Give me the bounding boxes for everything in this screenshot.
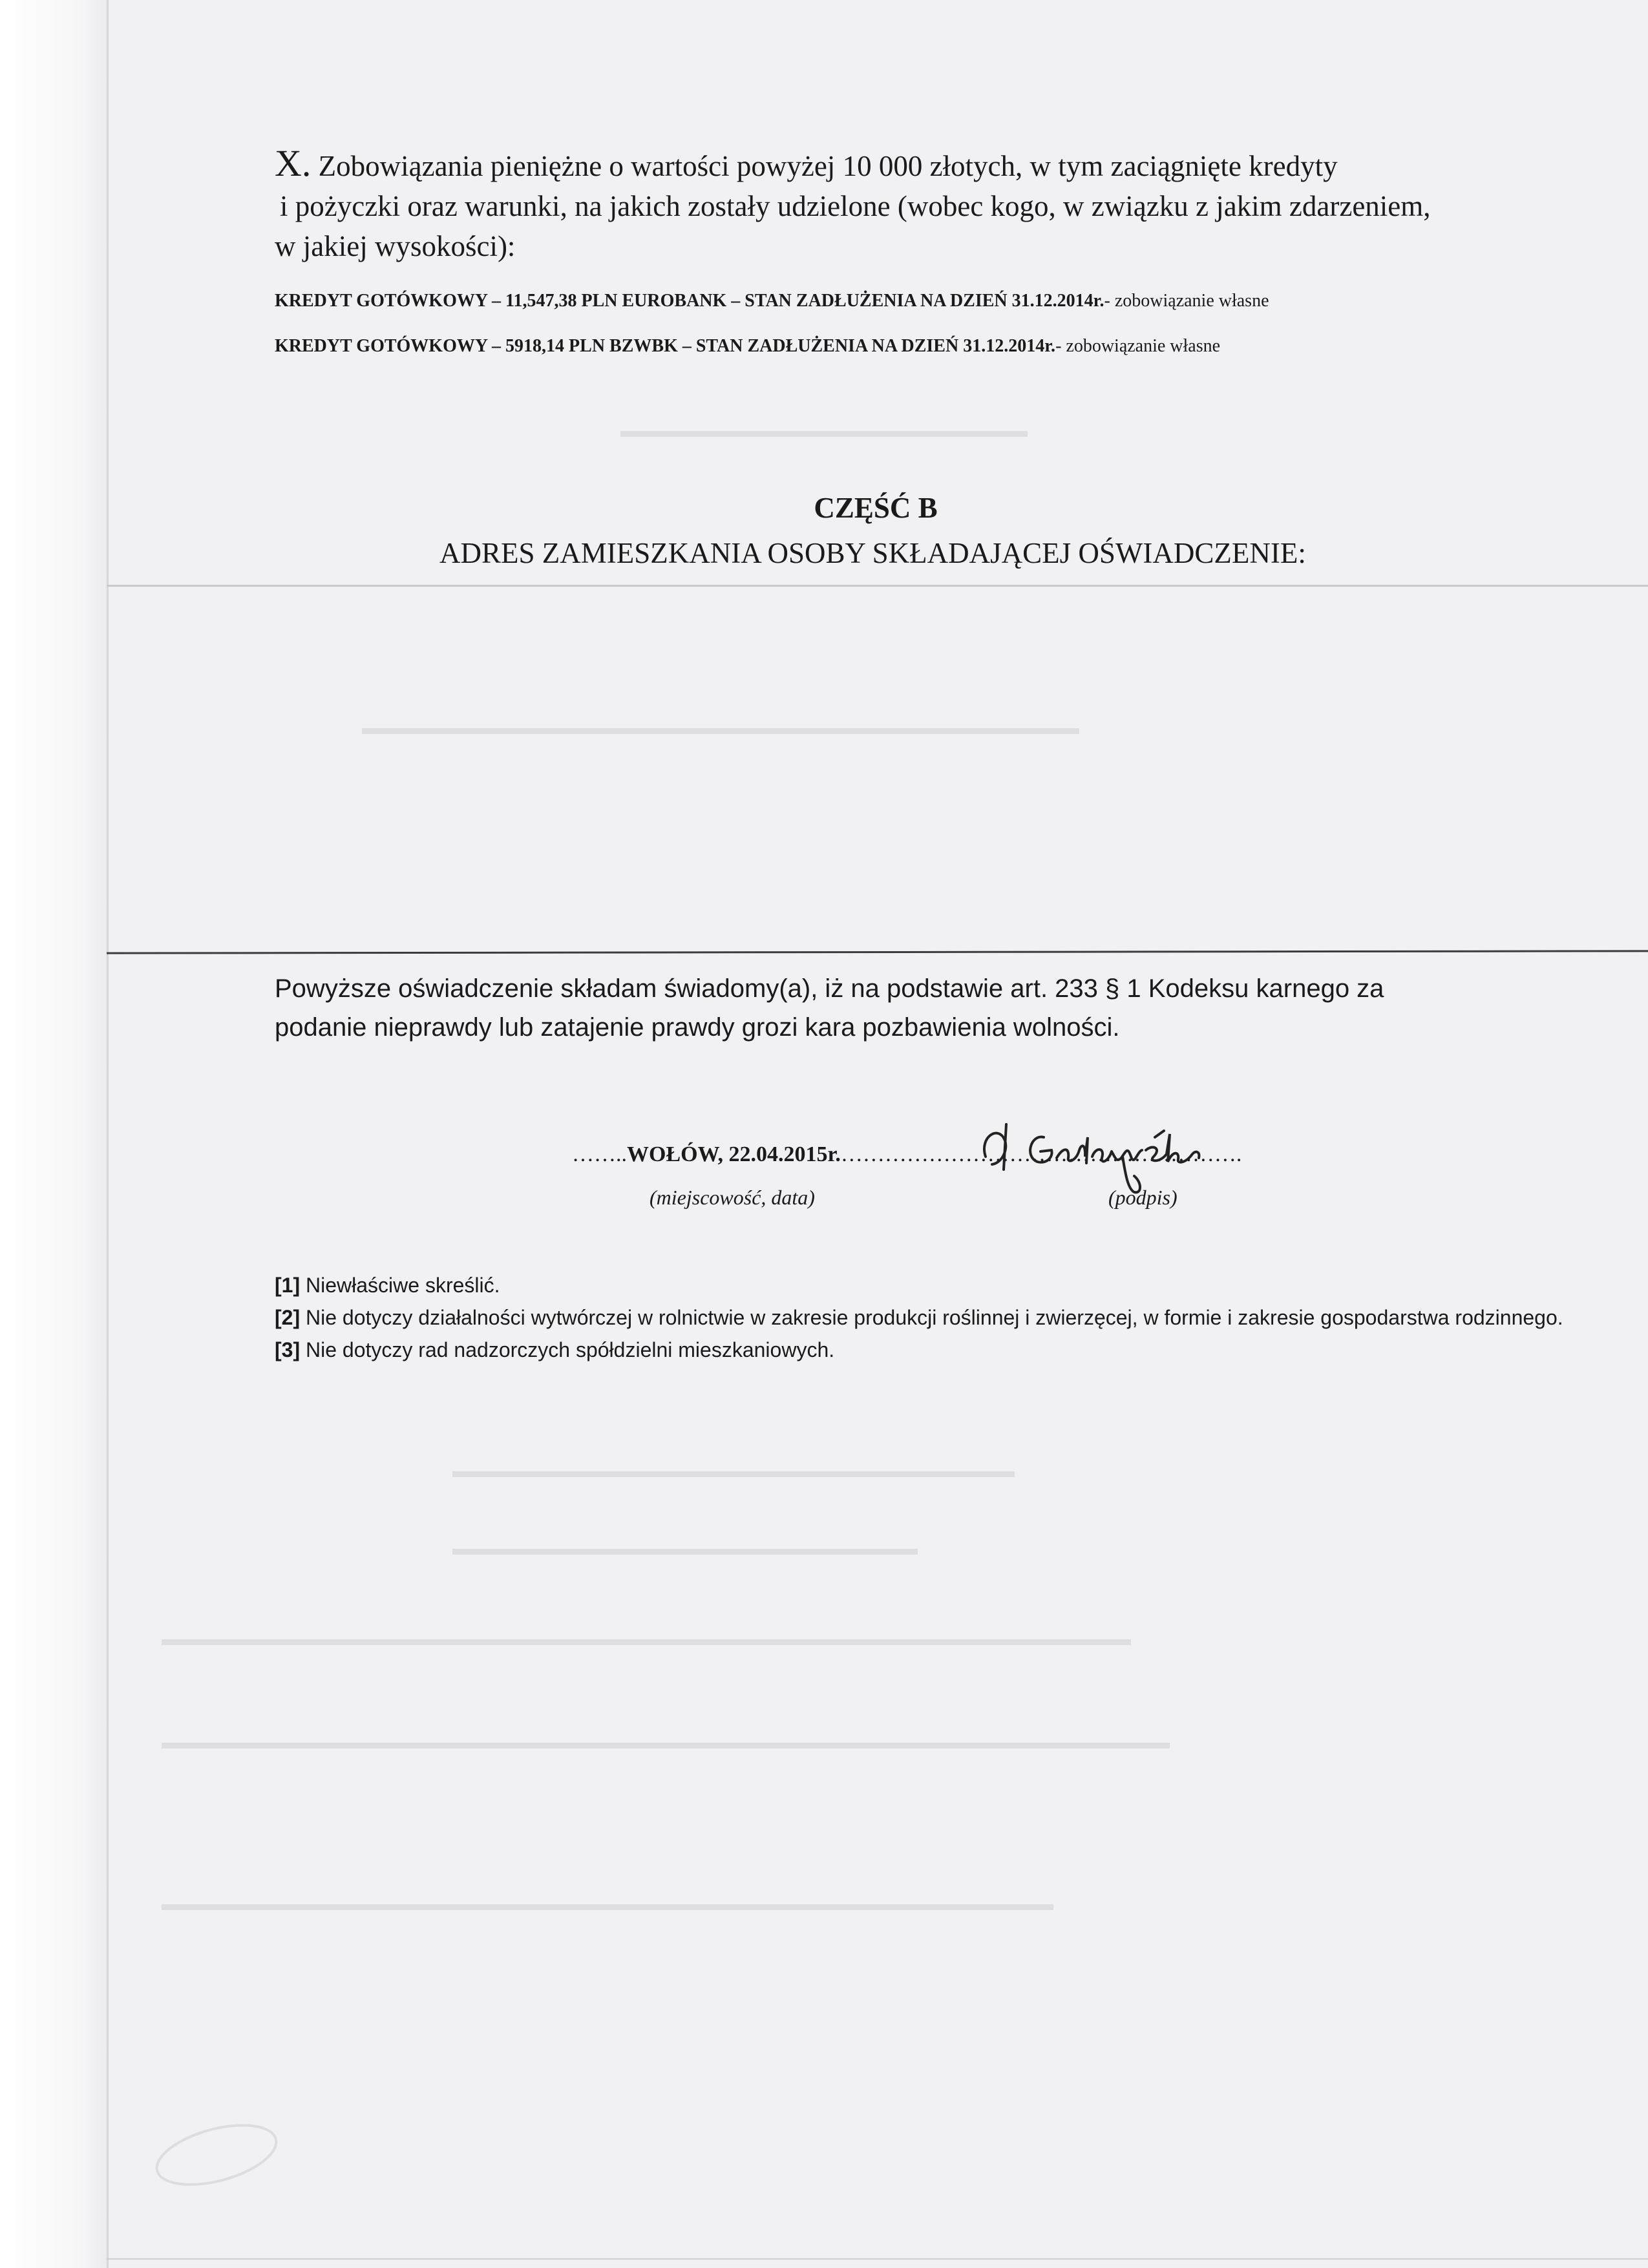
section-x (275, 142, 1567, 356)
show-through-text: ▬▬▬▬▬▬▬▬▬▬▬▬▬▬▬▬▬▬▬▬▬▬▬▬▬▬▬▬▬ (452, 1460, 1015, 1482)
fold-line-middle (107, 950, 1648, 954)
part-b-title-text: CZĘŚĆ B (814, 492, 938, 524)
show-through-text: ▬▬▬▬▬▬▬▬▬▬▬▬▬▬▬▬▬▬▬▬▬ (620, 420, 1028, 441)
faint-stamp-mark (149, 2119, 284, 2190)
dots-left: …….. (572, 1142, 627, 1166)
place-date: WOŁÓW, 22.04.2015r. (627, 1142, 841, 1166)
loan-entry-text: KREDYT GOTÓWKOWY – 5918,14 PLN BZWBK – STAN ZADŁUŻENIA NA DZIEŃ 31.12.2014r. (275, 336, 1056, 356)
section-x-heading (275, 143, 1567, 266)
section-x-label: X. (275, 142, 312, 184)
show-through-text: ▬▬▬▬▬▬▬▬▬▬▬▬▬▬▬▬▬▬▬▬▬▬▬▬▬▬▬▬▬▬▬▬▬▬▬▬▬▬▬▬▬▬▬▬▬▬ (162, 1893, 1053, 1915)
loan-entry-note: - zobowiązanie własne (1055, 336, 1221, 356)
loan-entry (275, 291, 1269, 311)
footnote-item (275, 1304, 1567, 1331)
show-through-text: ▬▬▬▬▬▬▬▬▬▬▬▬▬▬▬▬▬▬▬▬▬▬▬▬▬▬▬▬▬▬▬▬▬▬▬▬▬▬▬▬▬▬▬▬▬▬▬▬▬▬▬▬ (162, 1732, 1170, 1753)
declaration-statement (275, 969, 1567, 1047)
footnote-number: [1] (275, 1274, 301, 1297)
loan-entry (275, 336, 1220, 357)
footnote-number: [2] (275, 1306, 301, 1329)
show-through-text: ▬▬▬▬▬▬▬▬▬▬▬▬▬▬▬▬▬▬▬▬▬▬▬▬▬▬▬▬▬▬▬▬▬▬▬▬▬▬▬▬▬▬▬▬▬▬▬▬▬▬ (162, 1628, 1131, 1650)
fold-line-top (107, 585, 1648, 587)
show-through-text: ▬▬▬▬▬▬▬▬▬▬▬▬▬▬▬▬▬▬▬▬▬▬▬▬▬▬▬▬▬▬▬▬▬▬▬▬▬ (362, 717, 1079, 739)
footnote-text: Nie dotyczy rad nadzorczych spółdzielni mieszkaniowych. (300, 1338, 835, 1361)
caption-place-date: (miejscowość, data) (650, 1186, 815, 1209)
footnote-number: [3] (275, 1338, 301, 1361)
section-x-heading-line3: w jakiej wysokości): (275, 230, 516, 262)
dots-right: ………………………………………………. (840, 1142, 1242, 1166)
section-x-heading-line2: i pożyczki oraz warunki, na jakich zostały udzielone (wobec kogo, w związku z jakim zdarzeniem, (280, 190, 1431, 222)
caption-signature: (podpis) (1108, 1186, 1178, 1209)
declaration-line2: podanie nieprawdy lub zatajenie prawdy grozi kara pozbawienia wolności. (275, 1013, 1120, 1042)
scan-margin (0, 0, 109, 2268)
part-b-subtitle: ADRES ZAMIESZKANIA OSOBY SKŁADAJĄCEJ OŚWIADCZENIE: (439, 537, 1306, 569)
show-through-text: ▬▬▬▬▬▬▬▬▬▬▬▬▬▬▬▬▬▬▬▬▬▬▬▬ (452, 1538, 918, 1559)
footnote-item (275, 1336, 1567, 1363)
part-b-title (0, 491, 1648, 525)
footnote-text: Nie dotyczy działalności wytwórczej w rolnictwie w zakresie produkcji roślinnej i zwierzęcej, w formie i zakresie gospodarstwa rodzinnego. (300, 1306, 1563, 1329)
loan-entry-note: - zobowiązanie własne (1104, 291, 1269, 311)
section-x-heading-line1: Zobowiązania pieniężne o wartości powyżej 10 000 złotych, w tym zaciągnięte kredyty (318, 150, 1338, 182)
page-bottom-edge (107, 2258, 1648, 2260)
footnotes (275, 1272, 1567, 1369)
declaration-line1: Powyższe oświadczenie składam świadomy(a), iż na podstawie art. 233 § 1 Kodeksu karnego za (275, 974, 1384, 1003)
footnote-item (275, 1272, 1567, 1299)
handwritten-signature (973, 1111, 1212, 1195)
footnote-text: Niewłaściwe skreślić. (300, 1274, 500, 1297)
loan-entry-text: KREDYT GOTÓWKOWY – 11,547,38 PLN EUROBANK – STAN ZADŁUŻENIA NA DZIEŃ 31.12.2014r. (275, 291, 1104, 311)
